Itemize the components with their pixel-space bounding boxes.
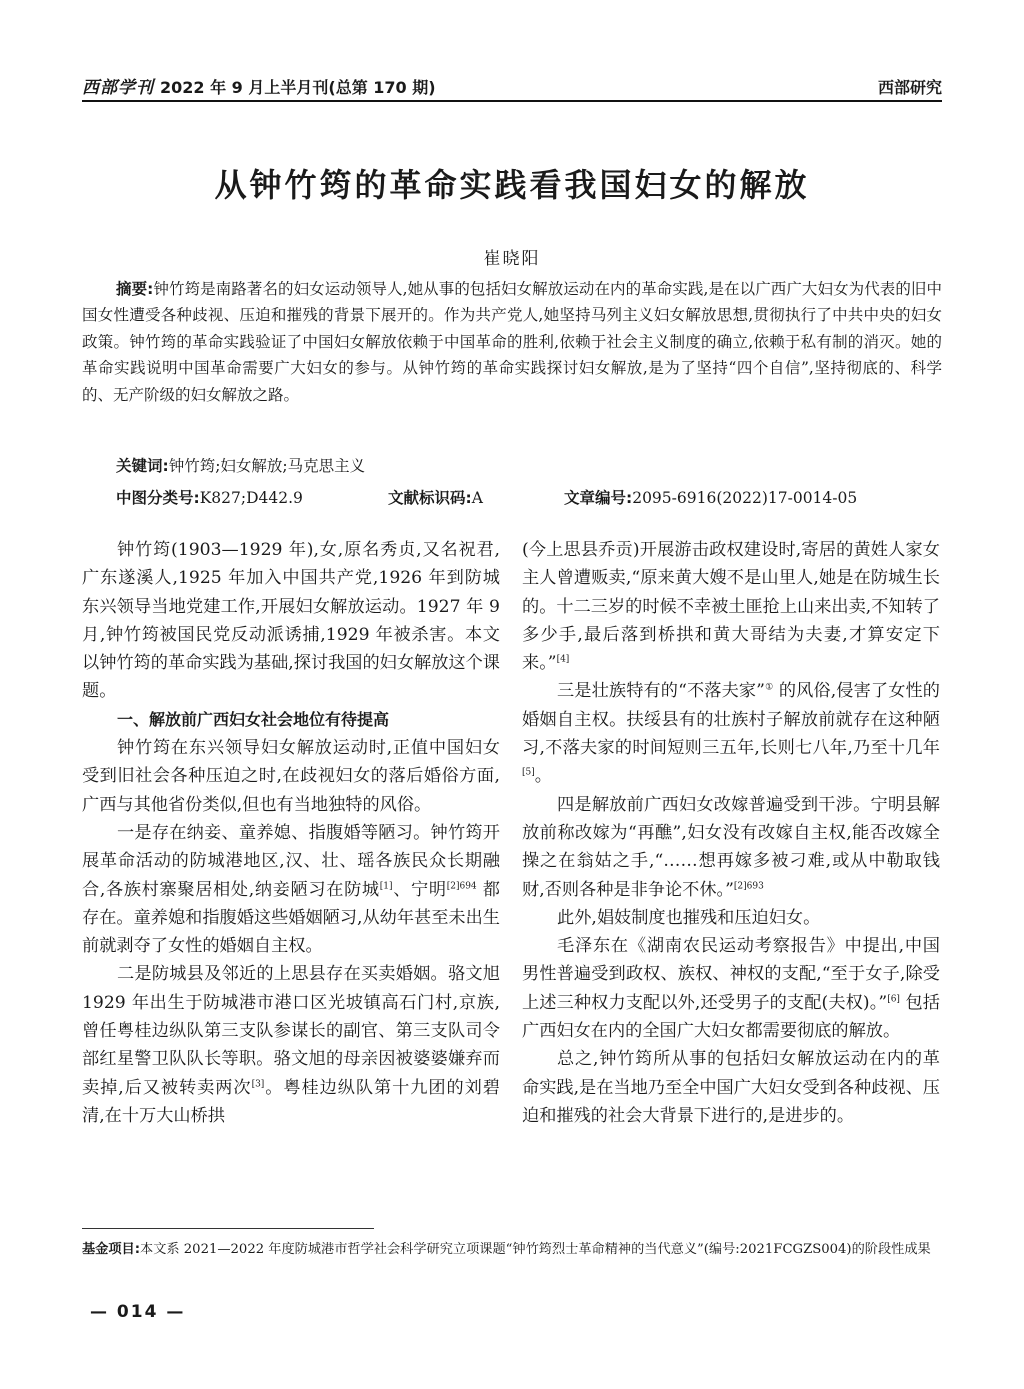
citation: [5] [522, 767, 535, 778]
keywords-label: 关键词: [116, 457, 169, 475]
paragraph: 此外,娼妓制度也摧残和压迫妇女。 [557, 907, 821, 928]
doc-code-value: A [471, 489, 483, 507]
page-number: — 014 — [90, 1302, 186, 1322]
abstract-label: 摘要: [116, 280, 154, 298]
clc-label: 中图分类号: [116, 489, 200, 507]
article-number [564, 486, 857, 508]
article-no-value: 2095-6916(2022)17-0014-05 [632, 489, 858, 507]
page-header [82, 70, 942, 98]
paragraph [522, 932, 940, 1045]
paragraph-text: (今上思县乔贡)开展游击政权建设时,寄居的黄姓人家女主人曾遭贩卖,“原来黄大嫂不是山里人,她是在防城生长的。十二三岁的时候不幸被土匪抢上山来出卖,不知转了多少手,最后落到桥拱和黄大哥结为夫妻,才算安定下来。” [522, 540, 940, 674]
paragraph-text: 包括广西妇女在内的全国广大妇女都需要彻底的解放。 [522, 992, 940, 1042]
body-column-right [522, 536, 940, 1130]
citation: [6] [887, 994, 900, 1005]
document-code [388, 486, 483, 508]
clc-value: K827;D442.9 [199, 489, 303, 507]
citation: [2]694 [446, 880, 477, 891]
paragraph-text: 四是解放前广西妇女改嫁普遍受到干涉。宁明县解放前称改嫁为“再醮”,妇女没有改嫁自主权,能否改嫁全操之在翁姑之手,“……想再嫁多被刁难,或从中勒取钱财,否则各种是非争论不休。” [522, 794, 940, 900]
paragraph [522, 677, 940, 790]
paragraph-text: 。粤桂边纵队第十九团的刘碧清,在十万大山桥拱 [82, 1077, 500, 1126]
paragraph-text: 、宁明 [392, 879, 447, 900]
article-title: 从钟竹筠的革命实践看我国妇女的解放 [214, 166, 810, 204]
paragraph-text: 都存在。童养媳和指腹婚这些婚姻陋习,从幼年甚至未出生前就剥夺了女性的婚姻自主权。 [82, 879, 500, 957]
paragraph-text: 一是存在纳妾、童养媳、指腹婚等陋习。钟竹筠开展革命活动的防城港地区,汉、壮、瑶各族民众长期融合,各族村寨聚居相处,纳妾陋习在防城 [82, 822, 500, 900]
paragraph-text: 毛泽东在《湖南农民运动考察报告》中提出,中国男性普遍受到政权、族权、神权的支配,“至于女子,除受上述三种权力支配以外,还受男子的支配(夫权)。” [522, 936, 940, 1013]
body-column-left [82, 536, 500, 1130]
section-heading: 一、解放前广西妇女社会地位有待提高 [117, 709, 390, 729]
paragraph: 钟竹筠(1903—1929 年),女,原名秀贞,又名祝君,广东遂溪人,1925 年加入中国共产党,1926 年到防城东兴领导当地党建工作,开展妇女解放运动。1927 年 9 月,钟竹筠被国民党反动派诱捕,1929 年被杀害。本文以钟竹筠的革命实践为基础,探讨我国的妇女解放这个课题。 [82, 540, 500, 702]
paragraph-text: 二是防城县及邻近的上思县存在买卖婚姻。骆文旭 1929 年出生于防城港市港口区光坡镇高石门村,京族,曾任粤桂边纵队第三支队参谋长的副官、第三支队司令部红星警卫队队长等职。骆文旭的母亲因被婆婆嫌弃而卖掉,后又被转卖两次 [82, 964, 500, 1098]
article-no-label: 文章编号: [564, 489, 633, 507]
paragraph-text: 的风俗,侵害了女性的婚姻自主权。扶绥县有的壮族村子解放前就存在这种陋习,不落夫家的时间短则三五年,长则七八年,乃至十几年 [522, 681, 940, 759]
paragraph [82, 960, 500, 1130]
paragraph [522, 536, 940, 677]
journal-issue: 2022 年 9 月上半月刊(总第 170 期) [160, 78, 436, 97]
header-rule [82, 100, 942, 102]
funding-footnote [82, 1238, 942, 1261]
abstract-text: 钟竹筠是南路著名的妇女运动领导人,她从事的包括妇女解放运动在内的革命实践,是在以广西广大妇女为代表的旧中国女性遭受各种歧视、压迫和摧残的背景下展开的。作为共产党人,她坚持马列主义妇女解放思想,贯彻执行了中共中央的妇女政策。钟竹筠的革命实践验证了中国妇女解放依赖于中国革命的胜利,依赖于社会主义制度的确立,依赖于私有制的消灭。她的革命实践说明中国革命需要广大妇女的参与。从钟竹筠的革命实践探讨妇女解放,是为了坚持“四个自信”,坚持彻底的、科学的、无产阶级的妇女解放之路。 [82, 280, 943, 404]
paragraph-text: 。 [534, 766, 552, 787]
note-marker: ① [764, 682, 774, 693]
section-name: 西部研究 [877, 78, 942, 97]
header-left [82, 73, 436, 98]
article-author: 崔晓阳 [483, 249, 541, 269]
paragraph-text: 三是壮族特有的“不落夫家” [557, 681, 765, 702]
paragraph: 钟竹筠在东兴领导妇女解放运动时,正值中国妇女受到旧社会各种压迫之时,在歧视妇女的落后婚俗方面,广西与其他省份类似,但也有当地独特的风俗。 [82, 738, 500, 815]
footnote-label: 基金项目: [82, 1242, 141, 1257]
citation: [1] [379, 880, 393, 891]
citation: [4] [556, 654, 570, 665]
clc-number [116, 486, 303, 508]
footnote-text: 本文系 2021—2022 年度防城港市哲学社会科学研究立项课题“钟竹筠烈士革命精神的当代意义”(编号:2021FCGZS004)的阶段性成果 [140, 1242, 931, 1257]
paragraph: 总之,钟竹筠所从事的包括妇女解放运动在内的革命实践,是在当地乃至全中国广大妇女受到各种歧视、压迫和摧残的社会大背景下进行的,是进步的。 [522, 1049, 940, 1126]
citation: [2]693 [733, 880, 764, 891]
keywords-text: 钟竹筠;妇女解放;马克思主义 [168, 457, 366, 475]
paragraph [82, 819, 500, 960]
paragraph [522, 791, 940, 904]
citation: [3] [251, 1078, 265, 1089]
journal-logo: 西部学刊 [82, 78, 154, 98]
doc-code-label: 文献标识码: [388, 489, 472, 507]
footnote-rule [82, 1228, 374, 1229]
abstract [82, 276, 942, 408]
keywords [116, 454, 365, 476]
